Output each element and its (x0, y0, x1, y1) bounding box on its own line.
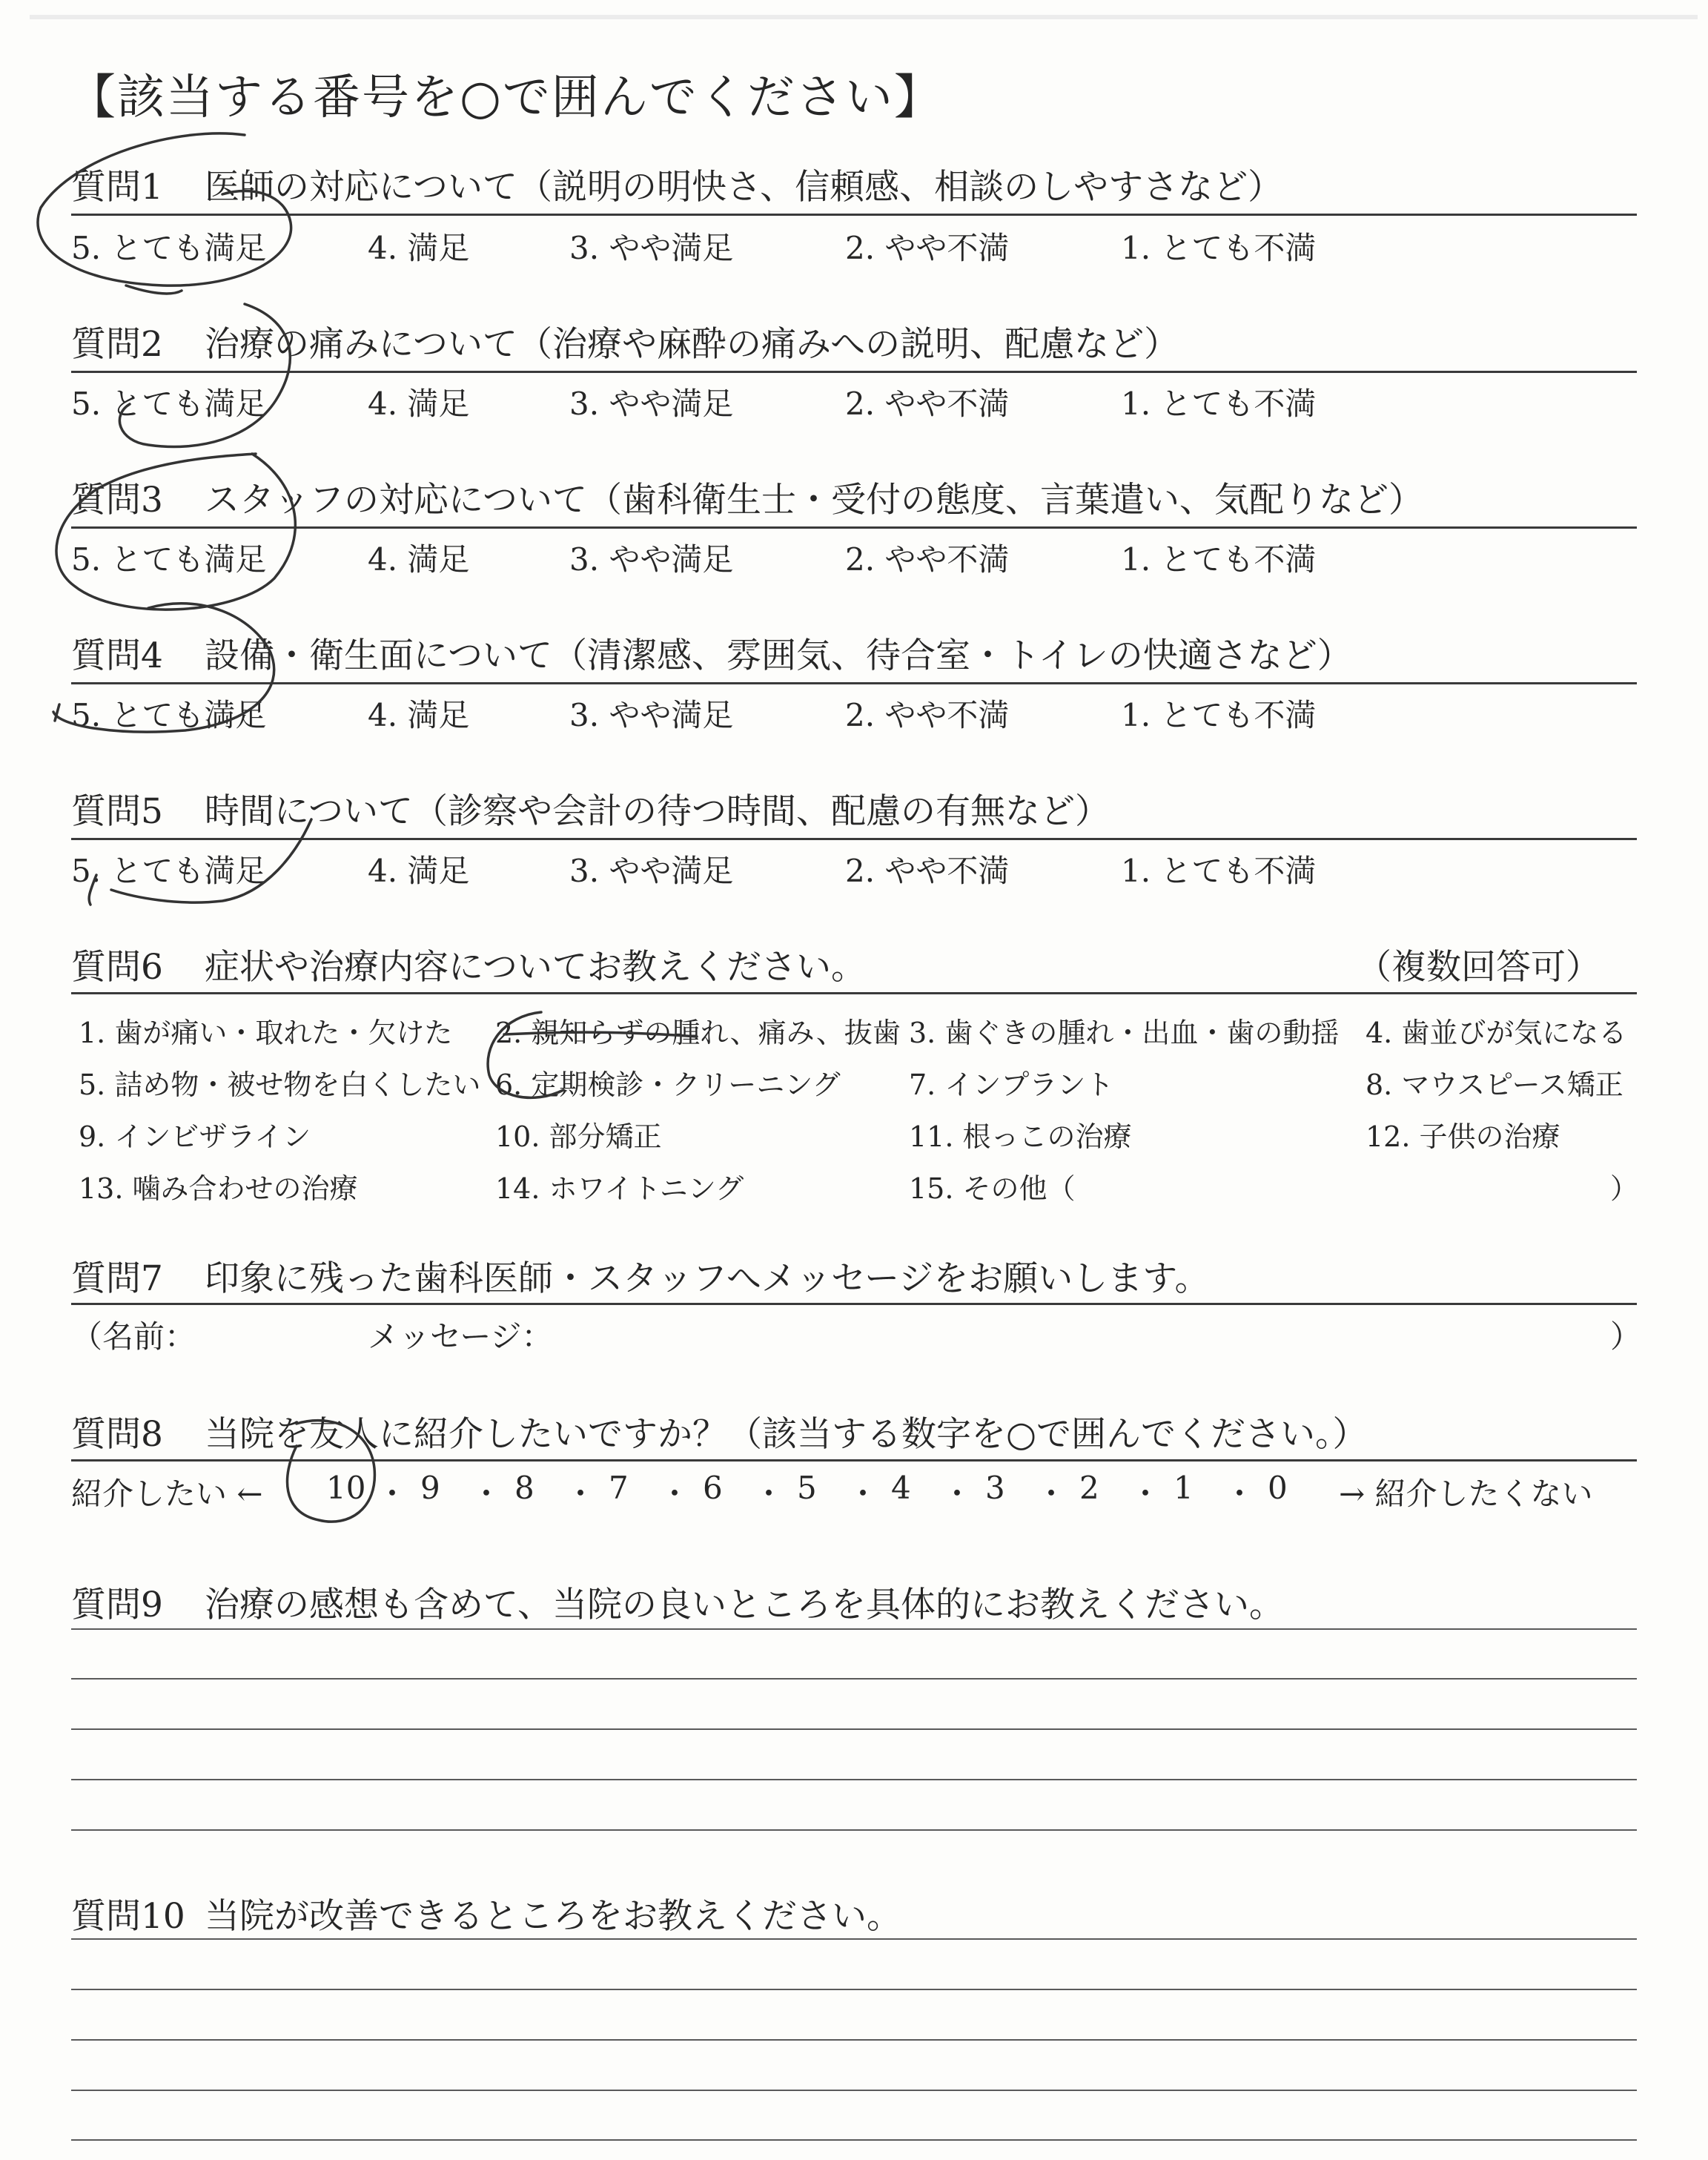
q2-option-1[interactable]: 1. とても不満 (1121, 386, 1317, 422)
q1-option-3[interactable]: 3. やや満足 (569, 230, 734, 266)
q5-option-5[interactable]: 5. とても満足 (71, 853, 267, 889)
q2-rule (71, 371, 1637, 373)
q9-label: 質問9 (71, 1585, 163, 1625)
q10-text: 当院が改善できるところをお教えください。 (205, 1896, 901, 1937)
q2-option-4[interactable]: 4. 満足 (368, 386, 470, 422)
q3-text: スタッフの対応について（歯科衛生士・受付の態度、言葉遣い、気配りなど） (205, 480, 1424, 521)
q8-score-4[interactable]: 4 (891, 1470, 911, 1506)
q4-option-4[interactable]: 4. 満足 (368, 697, 470, 733)
q8-scale-dot: ・ (1130, 1476, 1162, 1512)
q6-item-12[interactable]: 12. 子供の治療 (1366, 1120, 1560, 1153)
q8-score-2[interactable]: 2 (1079, 1470, 1099, 1506)
q6-item-15[interactable]: 15. その他（ (909, 1172, 1076, 1205)
q5-option-2[interactable]: 2. やや不満 (845, 853, 1010, 889)
q8-scale-dot: ・ (1224, 1476, 1256, 1512)
q3-option-3[interactable]: 3. やや満足 (569, 541, 734, 578)
q6-other-close: ） (1610, 1172, 1639, 1205)
q9-answer-line-3[interactable] (71, 1728, 1637, 1730)
q6-item-2[interactable]: 2. 親知らずの腫れ、痛み、抜歯 (495, 1017, 901, 1049)
q6-label: 質問6 (71, 947, 163, 988)
q8-right-label: → 紹介したくない (1339, 1476, 1593, 1512)
q10-answer-line-5[interactable] (71, 2139, 1637, 2141)
q6-item-11[interactable]: 11. 根っこの治療 (909, 1120, 1132, 1153)
q8-score-5[interactable]: 5 (797, 1470, 817, 1506)
q6-item-1[interactable]: 1. 歯が痛い・取れた・欠けた (79, 1017, 453, 1049)
q8-scale-dot: ・ (471, 1476, 503, 1512)
q5-rule (71, 838, 1637, 840)
q6-item-13[interactable]: 13. 噛み合わせの治療 (79, 1172, 358, 1205)
q8-scale-dot: ・ (377, 1476, 408, 1512)
q1-option-4[interactable]: 4. 満足 (368, 230, 470, 266)
q6-rule (71, 992, 1637, 994)
q8-left-label: 紹介したい ← (71, 1476, 263, 1512)
q8-score-3[interactable]: 3 (985, 1470, 1005, 1506)
q6-item-7[interactable]: 7. インプラント (909, 1069, 1114, 1101)
q3-rule (71, 526, 1637, 529)
q8-score-1[interactable]: 1 (1174, 1470, 1194, 1506)
scan-edge (30, 15, 1698, 19)
q9-answer-line-2[interactable] (71, 1678, 1637, 1680)
q10-answer-line-3[interactable] (71, 2039, 1637, 2041)
q7-name-label: （名前： (71, 1318, 196, 1355)
q1-option-5[interactable]: 5. とても満足 (71, 230, 267, 266)
q5-label: 質問5 (71, 791, 163, 832)
q4-option-2[interactable]: 2. やや不満 (845, 697, 1010, 733)
q1-tail-mark (126, 285, 182, 294)
q6-item-14[interactable]: 14. ホワイトニング (495, 1172, 744, 1205)
q8-scale-dot: ・ (659, 1476, 691, 1512)
q6-text: 症状や治療内容についてお教えください。 (205, 947, 867, 988)
q4-option-3[interactable]: 3. やや満足 (569, 697, 734, 733)
q2-option-2[interactable]: 2. やや不満 (845, 386, 1010, 422)
q2-option-3[interactable]: 3. やや満足 (569, 386, 734, 422)
q4-tick-mark (55, 704, 59, 721)
q5-option-3[interactable]: 3. やや満足 (569, 853, 734, 889)
q7-text: 印象に残った歯科医師・スタッフへメッセージをお願いします。 (205, 1258, 1210, 1299)
q1-rule (71, 214, 1637, 216)
q9-answer-line-1[interactable] (71, 1628, 1637, 1630)
q6-item-9[interactable]: 9. インビザライン (79, 1120, 311, 1153)
q8-scale-dot: ・ (565, 1476, 597, 1512)
q8-score-0[interactable]: 0 (1268, 1470, 1288, 1506)
form-title: 【該当する番号を○で囲んでください】 (68, 70, 943, 125)
q8-score-10[interactable]: 10 (326, 1470, 366, 1506)
q6-item-8[interactable]: 8. マウスピース矯正 (1366, 1069, 1623, 1101)
q8-score-6[interactable]: 6 (703, 1470, 723, 1506)
q7-message-label: メッセージ： (368, 1318, 553, 1355)
q3-label: 質問3 (71, 480, 163, 521)
q7-close: ） (1610, 1318, 1642, 1355)
q2-option-5[interactable]: 5. とても満足 (71, 386, 267, 422)
q6-item-4[interactable]: 4. 歯並びが気になる (1366, 1017, 1627, 1049)
q8-score-8[interactable]: 8 (514, 1470, 534, 1506)
q8-score-9[interactable]: 9 (420, 1470, 440, 1506)
q7-rule (71, 1303, 1637, 1305)
q4-label: 質問4 (71, 635, 163, 676)
q6-item-5[interactable]: 5. 詰め物・被せ物を白くしたい (79, 1069, 481, 1101)
q9-answer-line-5[interactable] (71, 1829, 1637, 1831)
q3-option-1[interactable]: 1. とても不満 (1121, 541, 1317, 578)
q1-text: 医師の対応について（説明の明快さ、信頼感、相談のしやすさなど） (205, 167, 1283, 208)
q8-scale-dot: ・ (941, 1476, 973, 1512)
q10-label: 質問10 (71, 1896, 185, 1937)
q10-answer-line-4[interactable] (71, 2090, 1637, 2091)
q9-answer-line-4[interactable] (71, 1779, 1637, 1780)
q4-option-5[interactable]: 5. とても満足 (71, 697, 267, 733)
q8-scale-dot: ・ (1036, 1476, 1068, 1512)
q6-item-10[interactable]: 10. 部分矯正 (495, 1120, 662, 1153)
q8-label: 質問8 (71, 1414, 163, 1455)
q2-text: 治療の痛みについて（治療や麻酔の痛みへの説明、配慮など） (205, 324, 1179, 365)
q6-item-6[interactable]: 6. 定期検診・クリーニング (495, 1069, 841, 1101)
q1-option-2[interactable]: 2. やや不満 (845, 230, 1010, 266)
q4-text: 設備・衛生面について（清潔感、雰囲気、待合室・トイレの快適さなど） (205, 635, 1352, 676)
q10-answer-line-1[interactable] (71, 1938, 1637, 1940)
q4-rule (71, 682, 1637, 684)
q3-option-4[interactable]: 4. 満足 (368, 541, 470, 578)
q8-rule (71, 1459, 1637, 1462)
q3-option-5[interactable]: 5. とても満足 (71, 541, 267, 578)
q2-label: 質問2 (71, 324, 163, 365)
q6-note: （複数回答可） (1357, 947, 1601, 988)
q8-score-7[interactable]: 7 (609, 1470, 629, 1506)
q1-option-1[interactable]: 1. とても不満 (1121, 230, 1317, 266)
q8-text: 当院を友人に紹介したいですか？（該当する数字を○で囲んでください。） (205, 1414, 1368, 1455)
q6-item-3[interactable]: 3. 歯ぐきの腫れ・出血・歯の動揺 (909, 1017, 1340, 1049)
q7-label: 質問7 (71, 1258, 163, 1299)
q8-scale-dot: ・ (753, 1476, 785, 1512)
q5-option-1[interactable]: 1. とても不満 (1121, 853, 1317, 889)
q5-option-4[interactable]: 4. 満足 (368, 853, 470, 889)
q4-option-1[interactable]: 1. とても不満 (1121, 697, 1317, 733)
q8-scale-dot: ・ (847, 1476, 879, 1512)
q10-answer-line-2[interactable] (71, 1989, 1637, 1990)
q1-label: 質問1 (71, 167, 163, 208)
q9-text: 治療の感想も含めて、当院の良いところを具体的にお教えください。 (205, 1585, 1285, 1625)
q5-text: 時間について（診察や会計の待つ時間、配慮の有無など） (205, 791, 1110, 832)
q3-option-2[interactable]: 2. やや不満 (845, 541, 1010, 578)
